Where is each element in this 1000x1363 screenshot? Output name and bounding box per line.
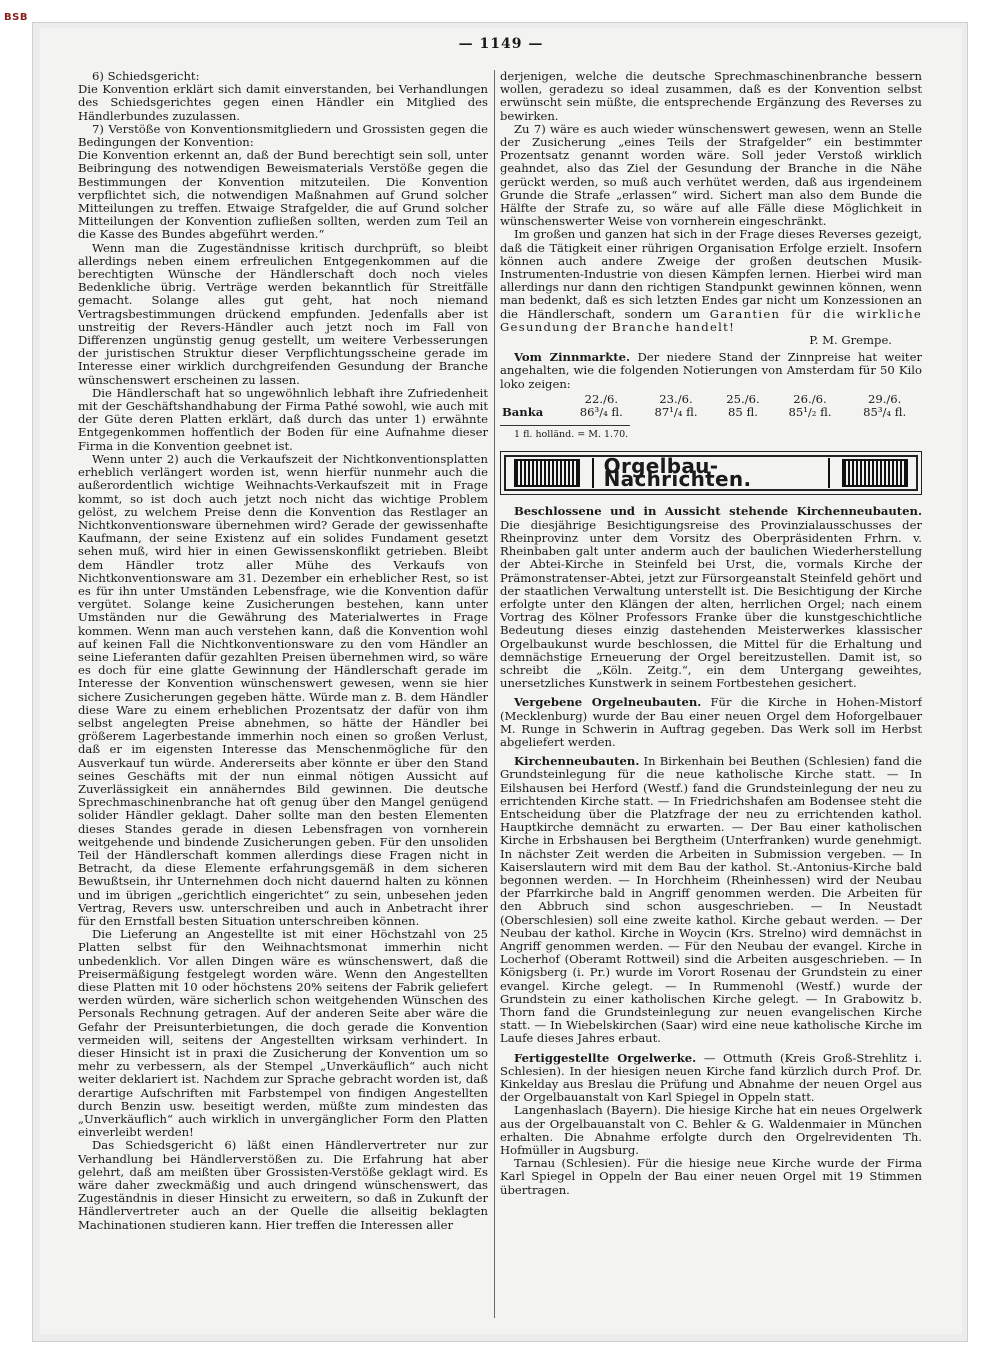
paragraph: Zu 7) wäre es auch wieder wünschenswert gewesen, wenn an Stelle der Zusicherung „eines Teils der Strafgelder“ ein bestimmter Prozentsatz genannt worden wäre. Soll jeder Verstoß wirklich geahndet, also das Ziel der Gesundung der Branche in die Nähe gerückt werden, so muß auch verhütet werden, daß aus irgendeinem Grunde die Strafe „erlassen“ wird. Sichert man also dem Bunde die Hälfte der Strafe zu, so wäre auf alle Fälle diese Möglichkeit in wünschenswerter Weise von vornherein eingeschränkt.: [500, 121, 922, 229]
paragraph: Wenn unter 2) auch die Verkaufszeit der Nichtkonventionsplatten erheblich verlängert worden ist, wenn hierfür nunmehr auch die außerordentlich wichtige Weihnachts-Verkaufszeit mit in Frage kommt, so ist doch auch jetzt noch nicht das wichtige Problem gelöst, zu welchem Preise denn die Konvention das Restlager an Nichtkonventionsware übernehmen wird? Gerade der gewissenhafte Kaufmann, der seine Existenz auf ein solides Fundament gesetzt sehen muß, wird hier in einen Gewissenskonflikt getrieben. Bleibt dem Händler trotz aller Mühe des Verkaufs von Nichtkonventionsware am 31. Dezember ein erheblicher Rest, so ist es für ihn unter Umständen Lebensfrage, wie die Konvention dafür vergütet. Solange keine Zusicherungen bestehen, kann unter Umständen nur die Gewährung des Materialwertes in Frage kommen. Wenn man auch verstehen kann, daß die Konvention wohl auf keinen Fall die Nichtkonventionsware zu den vom Händler an seine Lieferanten dafür gezahlten Preisen übernehmen wird, so wäre es doch für eine glatte Gewinnung der Händlerschaft gerade im Interesse der Konvention wünschenswert gewesen, wenn sie hier sichere Zusicherungen gegeben hätte. Würde man z. B. dem Händler diese Ware zu einem erheblichen Prozentsatz der dafür von ihm selbst angelegten Preise abnehmen, so hätte der Händler bei größerem Lagerbestande immerhin noch einen so großen Verlust, daß er im eigensten Interesse das Menschenmögliche für den Ausverkauf tun würde. Andererseits aber könnte er über den Stand seines Geschäfts mit der nun einmal nötigen Aussicht auf Zuverlässigkeit ein annäherndes Bild gewinnen. Die deutsche Sprechmaschinenbranche hat oft genug über den Mangel genügend solider Händler geklagt. Daher sollte man den besten Elementen dieses Standes gerade in diesen Lebensfragen von vornherein weitgehende und bindende Zusicherungen geben. Für den unsoliden Teil der Händlerschaft kommen allerdings diese Fragen nicht in Betracht, da diese Elemente erfahrungsgemäß in dem sicheren Bewußtsein, ihr Unternehmen doch nicht dauernd halten zu können und im übrigen „gerichtlich eingerichtet“ zu sein, unbesehen jeden Vertrag, Revers usw. unterschreiben und auch in Anbetracht ihrer für den Ernstfall besten Situation unterschreiben können.: [78, 451, 488, 928]
section-text: — Ottmuth (Kreis Groß-Strehlitz i. Schlesien). In der hiesigen neuen Kirche fand kürzlich durch Prof. Dr. Kinkelday aus Breslau die Prüfung und Abnahme der neuen Orgel aus der Orgelbauanstalt von Karl Spiegel in Oppeln statt.: [500, 1050, 922, 1105]
ornament-icon: [514, 459, 580, 487]
section-heading: Vergebene Orgelneubauten.: [514, 695, 702, 710]
ornament-icon: [842, 459, 908, 487]
table-cell: 85 fl.: [728, 405, 758, 420]
paragraph: 7) Verstöße von Konventionsmitgliedern und Grossisten gegen die Bedingungen der Konvention:: [78, 121, 488, 150]
banner-frame: [504, 455, 918, 491]
footnote: 1 fl. holländ. = M. 1.70.: [514, 429, 629, 441]
news-item: [500, 755, 922, 1045]
paragraph: Die Konvention erklärt sich damit einverstanden, bei Verhandlungen des Schiedsgerichtes gegen einen Händler ein Mitglied des Händlerbundes zuzulassen.: [78, 82, 488, 123]
paragraph: derjenigen, welche die deutsche Sprechmaschinenbranche bessern wollen, geradezu so ideal zusammen, daß es der Konvention selbst erwünscht sein müßte, die entsprechende Ergänzung des Reverses zu bewirken.: [500, 70, 922, 123]
table-cell: 29./6.: [867, 391, 902, 406]
table-row: [500, 393, 922, 406]
paragraph: Tarnau (Schlesien). Für die hiesige neue Kirche wurde der Firma Karl Spiegel in Oppeln der Bau einer neuen Orgel mit 19 Stimmen übertragen.: [500, 1156, 922, 1197]
section-heading: Beschlossene und in Aussicht stehende Kirchenneubauten.: [514, 504, 922, 519]
table-cell: 22./6.: [584, 391, 619, 406]
table-cell: 85³/₄ fl.: [863, 405, 907, 420]
paragraph: Das Schiedsgericht 6) läßt einen Händlervertreter nur zur Verhandlung bei Händlerverstößen zu. Die Erfahrung hat aber gelehrt, daß am meißten über Grossisten-Verstöße geklagt wird. Es wäre daher zweckmäßig und auch dringend wünschenswert, das Zugeständnis in dieser Hinsicht zu erweitern, so daß in Zukunft der Händlervertreter auch an der Quelle die allseitig beklagten Machinationen studieren kann. Hier treffen die Interessen aller: [78, 1138, 488, 1232]
table-cell: Banka: [502, 405, 544, 420]
orgelbau-banner: [500, 451, 922, 495]
section-text: Für die Kirche in Hohen-Mistorf (Mecklenburg) wurde der Bau einer neuen Orgel dem Hoforgelbauer M. Runge in Schwerin in Auftrag gegeben. Das Werk soll im Herbst abgeliefert werden.: [500, 695, 922, 749]
newspaper-page: [40, 28, 962, 1334]
table-cell: 85¹/₂ fl.: [788, 405, 832, 420]
paragraph: Wenn man die Zugeständnisse kritisch durchprüft, so bleibt allerdings neben einem erfreulichen Entgegenkommen auf die berechtigten Wünsche der Händlerschaft doch noch vieles Bedenkliche übrig. Verträge werden bekanntlich für Streitfälle gemacht. Solange alles gut geht, hat noch niemand Vertragsbestimmungen drückend empfunden. Jedenfalls aber ist unstreitig der Revers-Händler auch jetzt noch im Fall von Differenzen ungünstig genug gestellt, um weitere Verbesserungen der juristischen Struktur dieser Verpflichtungsscheine gerade im Interesse einer wirklich durchgreifenden Gesundung der Branche wünschenswert erscheinen zu lassen.: [78, 240, 488, 387]
footnote-rule: [500, 425, 630, 426]
left-column: [78, 70, 488, 1322]
table-cell: 25./6.: [726, 391, 760, 406]
table-cell: 23./6.: [659, 391, 693, 406]
table-cell: 87¹/₄ fl.: [654, 405, 698, 420]
paragraph: Langenhaslach (Bayern). Die hiesige Kirche hat ein neues Orgelwerk aus der Orgelbauanstalt von C. Behler & G. Waldenmaier in München erhalten. Die Abnahme erfolgte durch den Orgelrevidenten Th. Hofmüller in Augsburg.: [500, 1103, 922, 1158]
section-heading: Fertiggestellte Orgelwerke.: [514, 1050, 697, 1065]
section-text: Der niedere Stand der Zinnpreise hat weiter angehalten, wie die folgenden Notierungen von Amsterdam für 50 Kilo loko zeigen:: [500, 350, 922, 391]
paragraph: Die Lieferung an Angestellte ist mit einer Höchstzahl von 25 Platten selbst für den Weihnachtsmonat immerhin nicht unbedenklich. Vor allen Dingen wäre es wünschenswert, daß die Preisermäßigung festgelegt worden wäre. Wenn den Angestellten diese Platten mit 10 oder höchstens 20% seitens der Fabrik geliefert werden würden, wäre sicherlich schon weitgehenden Wünschen des Personals Rechnung getragen. Auf der anderen Seite aber wäre die Gefahr der Preisunterbietungen, die doch gerade die Konvention vermeiden will, seitens der Angestellten wirksam verhindert. In dieser Hinsicht ist in praxi die Zusicherung der Konvention um so mehr zu verbessern, als der Stempel „Unverkäuflich“ auch nicht weiter deklariert ist. Nachdem zur Sprache gebracht worden ist, daß derartige Aufschriften mit Farbstempel von findigen Angestellten durch Benzin usw. beseitigt werden, müßte zum mindesten das „Unverkäuflich“ auch wirklich in unvergänglicher Form den Platten einverleibt werden!: [78, 927, 488, 1140]
news-item: [500, 505, 922, 690]
author-signature: P. M. Grempe.: [809, 333, 892, 348]
news-item: [500, 1052, 922, 1105]
banner-separator: [592, 458, 594, 488]
page-number: — 1149 —: [458, 36, 544, 52]
paragraph: Die Händlerschaft hat so ungewöhnlich lebhaft ihre Zufriedenheit mit der Geschäftshandhabung der Firma Pathé sowohl, wie auch mit der Güte deren Platten erklärt, daß durch das unter 1) erwähnte Entgegenkommen hoffentlich der Boden für eine Aufnahme dieser Firma in die Konvention geebnet ist.: [78, 385, 488, 453]
column-divider: [494, 70, 495, 1318]
zinnmarkt-paragraph: [500, 351, 922, 391]
section-heading: Kirchenneubauten.: [514, 754, 640, 769]
right-column: [500, 70, 922, 1322]
table-row: [500, 406, 922, 419]
paragraph: Die Konvention erkennt an, daß der Bund berechtigt sein soll, unter Beibringung des notwendigen Beweismaterials Verstöße gegen die Bestimmungen der Konvention mitzuteilen. Die Konvention verpflichtet sich, die notwendigen Maßnahmen auf Grund solcher Mitteilungen zu treffen. Etwaige Strafgelder, die auf Grund solcher Mitteilungen der Konvention zufließen sollten, werden zum Teil an die Kasse des Bundes abgeführt werden.“: [78, 148, 488, 242]
section-text: Die diesjährige Besichtigungsreise des Provinzialausschusses der Rheinprovinz unter dem Vorsitz des Oberpräsidenten Frhrn. v. Rheinbaben galt unter anderm auch der baulichen Wiederherstellung der Abtei-Kirche in Steinfeld bei Urst, die, vormals Kirche der Prämonstratenser-Abtei, jetzt zur Fürsorgeanstalt Steinfeld gehört und der staatlichen Verwaltung unterstellt ist. Die Besichtigung der Kirche erfolgte unter den Klängen der alten, herrlichen Orgel; nach einem Vortrag des Kölner Professors Franke über die kunstgeschichtliche Bedeutung dieses einzig dastehenden Meisterwerkes klassischer Orgelbaukunst wurde beschlossen, die Mittel für die Erhaltung und demnächstige Erneuerung der Orgel bereitzustellen. Damit ist, so schreibt die „Köln. Zeitg.“, ein dem Untergang geweihtes, unersetzliches Kunstwerk in seinem Fortbestehen gesichert.: [500, 517, 922, 691]
banner-separator: [828, 458, 830, 488]
banner-title: Orgelbau-Nachrichten.: [603, 454, 752, 492]
spaced-emphasis: Garantien für die wirkliche Gesundung der Branche handelt!: [500, 306, 922, 334]
table-cell: 86³/₄ fl.: [579, 405, 623, 420]
paragraph-text: Im großen und ganzen hat sich in der Frage dieses Reverses gezeigt, daß die Tätigkeit einer rührigen Organisation Erfolge erzielt. Insofern können auch andere Zweige der großen deutschen Musik-Instrumenten-Industrie von diesen Kämpfen lernen. Hierbei wird man allerdings nur dann den richtigen Standpunkt gewinnen können, wenn man bedenkt, daß es sich letzten Endes gar nicht um Konzessionen an die Händlerschaft, sondern um: [500, 227, 922, 321]
paragraph: [500, 228, 922, 334]
tin-price-table: [500, 393, 922, 419]
section-text: In Birkenhain bei Beuthen (Schlesien) fand die Grundsteinlegung für die neue katholische Kirche statt. — In Eilshausen bei Herford (Westf.) fand die Grundsteinlegung der neu zu errichtenden Kirche statt. — In Friedrichshafen am Bodensee steht die Entscheidung über die Platzfrage der neu zu errichtenden kathol. Hauptkirche demnächt zu erwarten. — Der Bau einer katholischen Kirche in Erbshausen bei Bergtheim (Unterfranken) wurde genehmigt. In nächster Zeit werden die Arbeiten in Submission vergeben. — In Kaiserslautern wird mit dem Bau der kathol. St.-Antonius-Kirche bald begonnen werden. — In Horchheim (Rheinhessen) wird der Neubau der Pfarrkirche bald in Angriff genommen werden. Die Arbeiten für den Abbruch sind schon ausgeschrieben. — In Neustadt (Oberschlesien) soll eine zweite kathol. Kirche gebaut werden. — Der Neubau der kathol. Kirche in Woycin (Krs. Strelno) wird demnächst in Angriff genommen werden. — Für den Neubau der evangel. Kirche in Locherhof (Oberamt Rottweil) sind die Arbeiten ausgeschrieben. — In Königsberg (i. Pr.) wurde im Vorort Rosenau der Grundstein zu einer evangel. Kirche gelegt. — In Rummenohl (Westf.) wurde der Grundstein zu einer katholischen Kirche gelegt. — In Grabowitz b. Thorn fand die Grundsteinlegung zur neuen evangelischen Kirche statt. — In Wiebelskirchen (Saar) wird eine neue katholische Kirche im Laufe dieses Jahres erbaut.: [500, 754, 922, 1046]
news-item: [500, 696, 922, 749]
section-heading: Vom Zinnmarkte.: [514, 350, 631, 365]
bsb-watermark: BSB: [4, 12, 28, 23]
table-cell: 26./6.: [793, 391, 827, 406]
paragraph: 6) Schiedsgericht:: [92, 70, 200, 83]
